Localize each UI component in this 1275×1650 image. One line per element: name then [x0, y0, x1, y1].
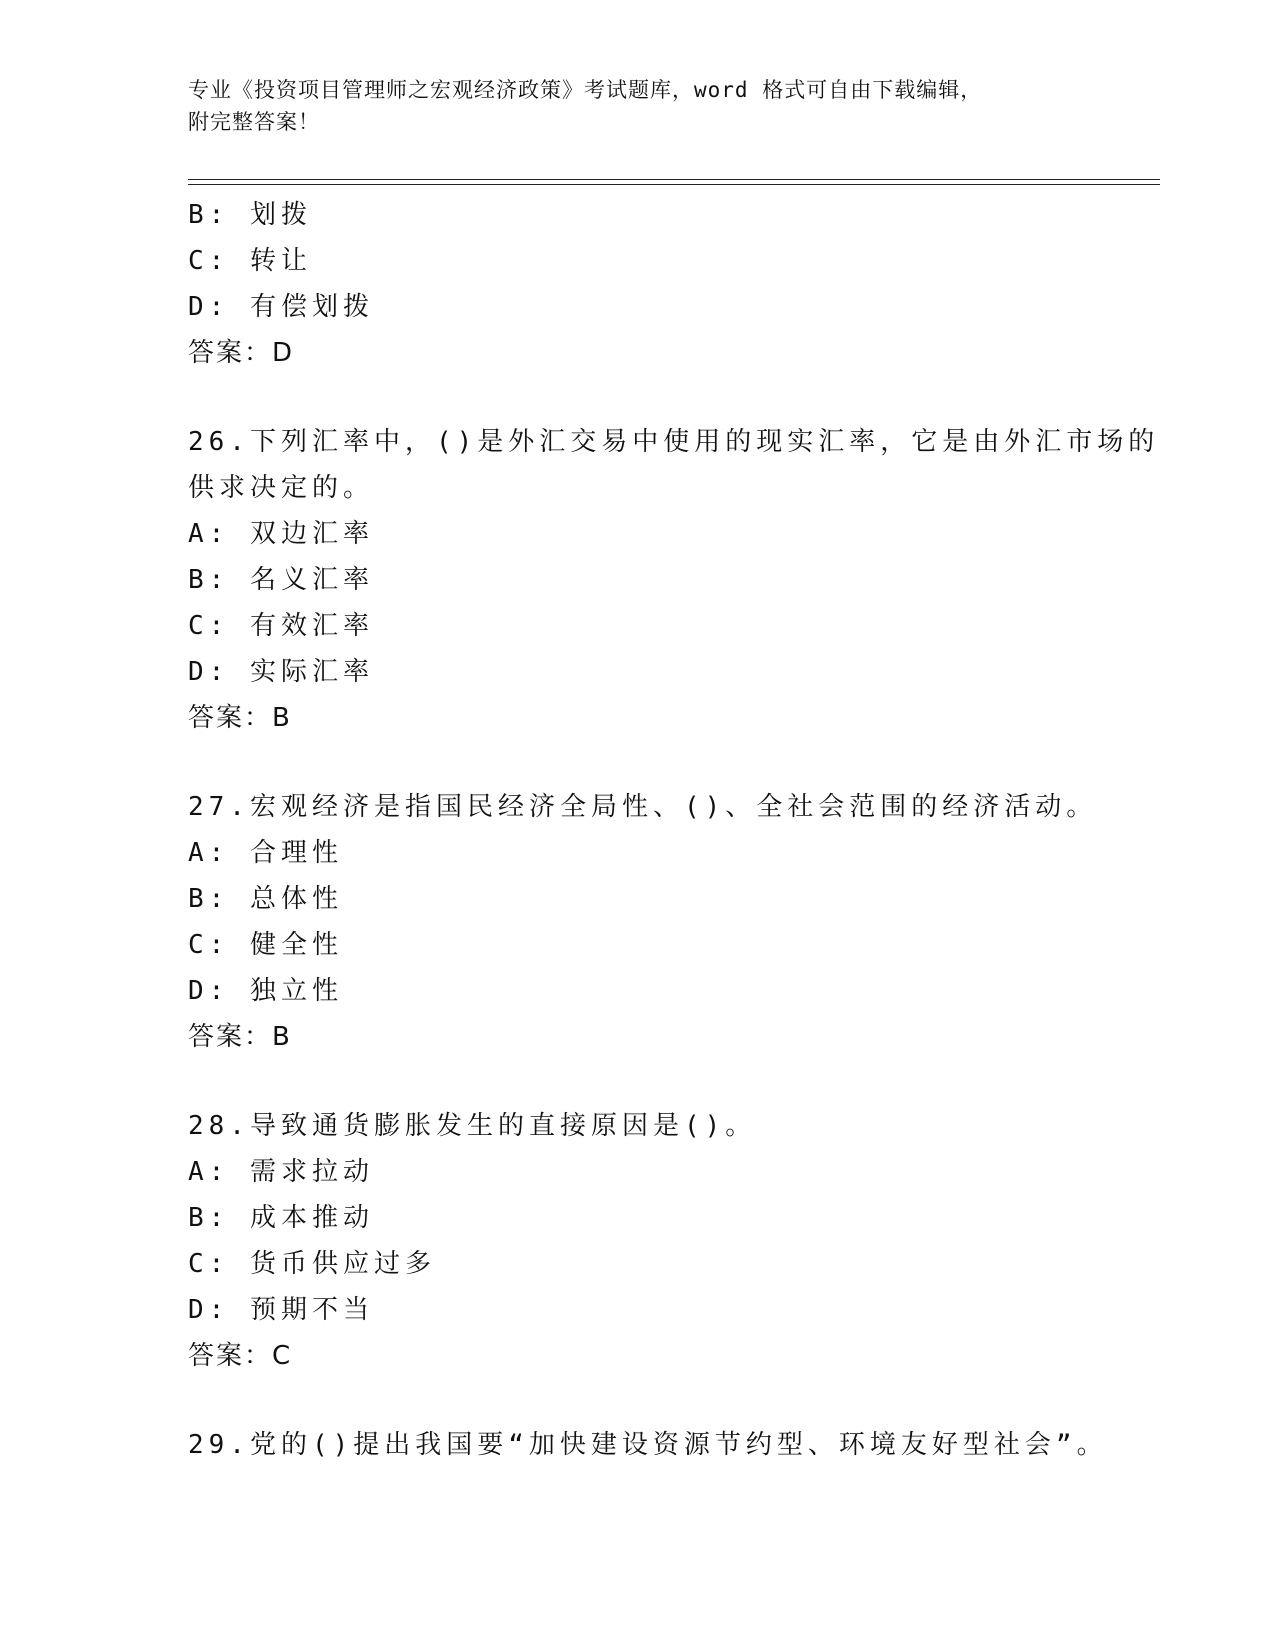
question-text: 26.下列汇率中，()是外汇交易中使用的现实汇率，它是由外汇市场的	[188, 427, 1160, 457]
header-divider	[188, 179, 1160, 180]
option-item: C: 有效汇率	[188, 611, 374, 641]
option-item: B: 成本推动	[188, 1203, 374, 1233]
document-header	[188, 74, 1088, 138]
answer-line: 答案：D	[188, 338, 295, 368]
option-item: D: 有偿划拨	[188, 292, 374, 322]
header-line: 附完整答案！	[188, 110, 320, 134]
header-divider	[188, 184, 1160, 185]
option-item: C: 货币供应过多	[188, 1249, 436, 1279]
option-item: A: 双边汇率	[188, 519, 374, 549]
option-item: D: 独立性	[188, 976, 343, 1006]
question-26	[188, 419, 1160, 741]
option-item: B: 划拨	[188, 200, 312, 230]
question-list	[188, 192, 1160, 1468]
option-item: A: 需求拉动	[188, 1157, 374, 1187]
spacer	[188, 741, 1148, 784]
question-fragment	[188, 192, 1148, 376]
question-text: 供求决定的。	[188, 473, 375, 503]
question-text: 27.宏观经济是指国民经济全局性、()、全社会范围的经济活动。	[188, 792, 1098, 822]
option-item: A: 合理性	[188, 838, 343, 868]
question-text: 28.导致通货膨胀发生的直接原因是()。	[188, 1111, 757, 1141]
option-item: B: 总体性	[188, 884, 343, 914]
option-item: D: 预期不当	[188, 1295, 374, 1325]
spacer	[188, 1060, 1148, 1103]
question-28	[188, 1103, 1148, 1379]
question-29	[188, 1422, 1148, 1468]
spacer	[188, 376, 1148, 419]
option-item: B: 名义汇率	[188, 565, 374, 595]
spacer	[188, 1379, 1148, 1422]
option-item: C: 健全性	[188, 930, 343, 960]
option-item: C: 转让	[188, 246, 312, 276]
question-text: 29.党的()提出我国要“加快建设资源节约型、环境友好型社会”。	[188, 1430, 1108, 1460]
option-item: D: 实际汇率	[188, 657, 374, 687]
answer-line: 答案：B	[188, 1022, 292, 1052]
question-27	[188, 784, 1148, 1060]
answer-line: 答案：C	[188, 1341, 293, 1371]
header-line: 专业《投资项目管理师之宏观经济政策》考试题库，word 格式可自由下载编辑，	[188, 78, 983, 102]
answer-line: 答案：B	[188, 703, 292, 733]
